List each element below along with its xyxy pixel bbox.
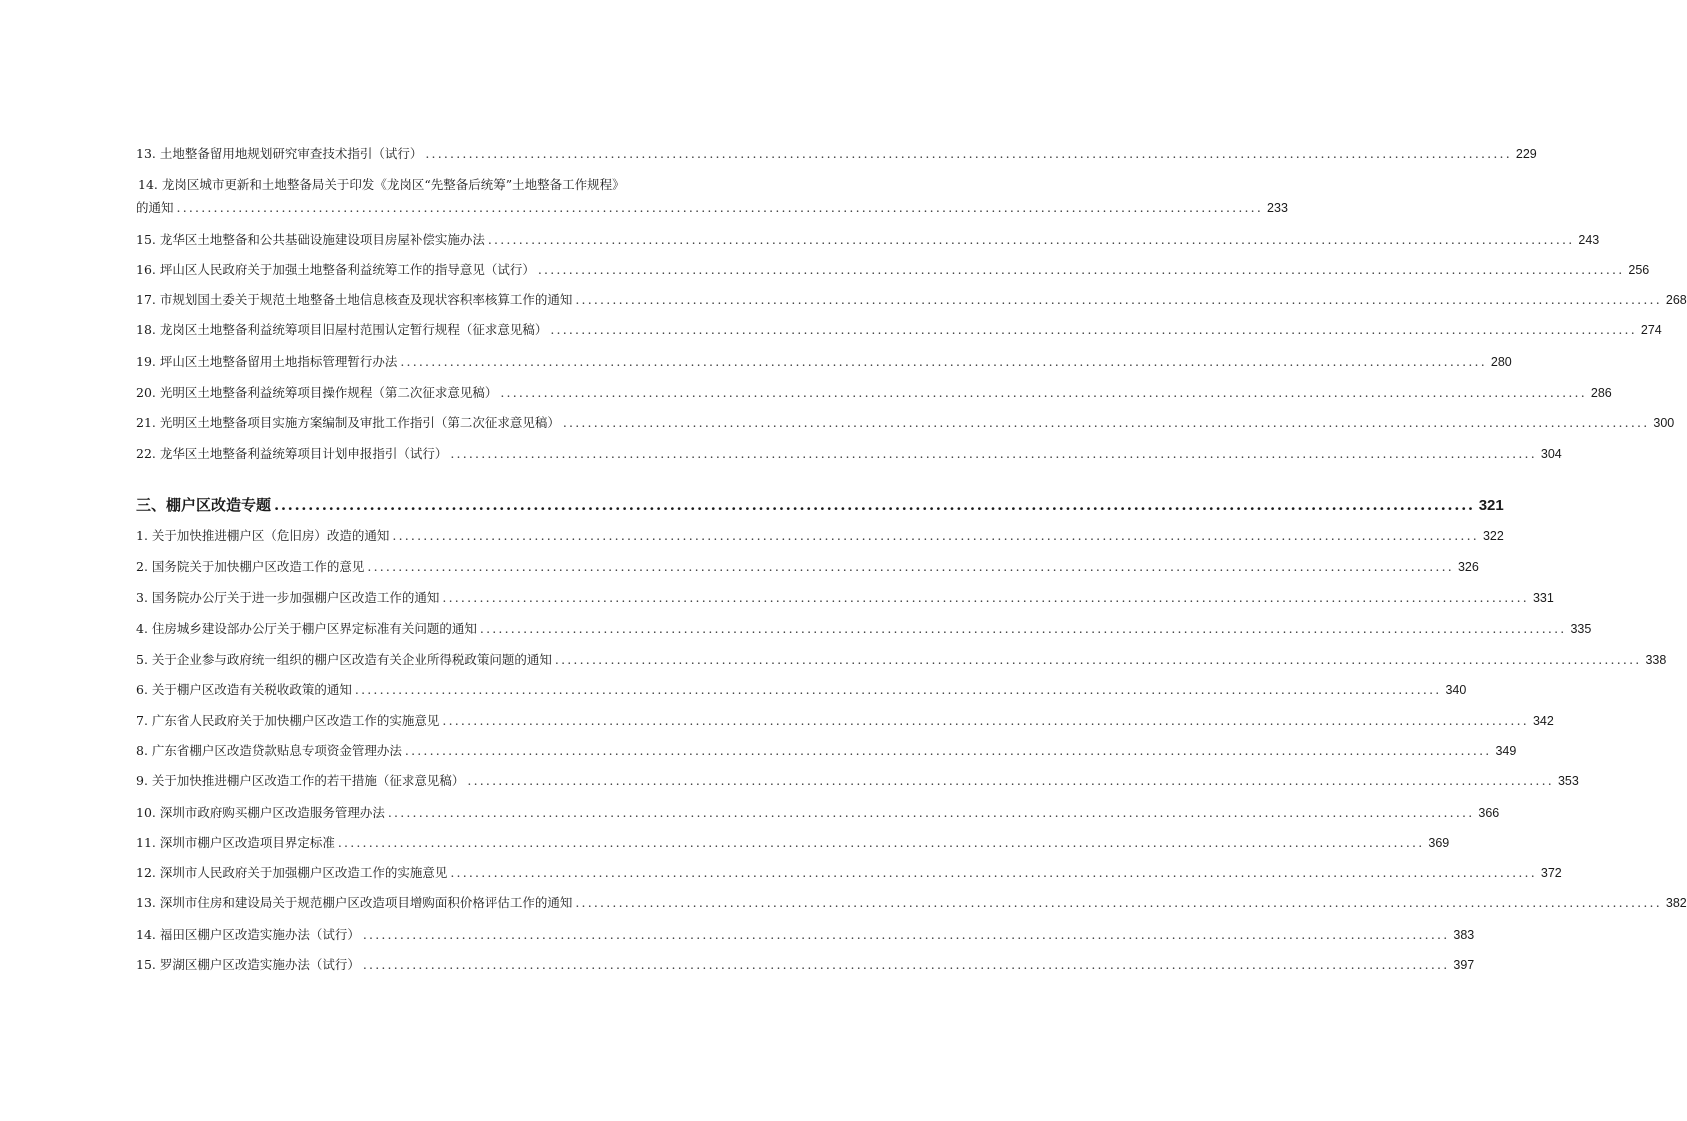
dot-leader	[563, 414, 1650, 432]
toc-entry[interactable]	[136, 712, 1554, 730]
toc-entry[interactable]	[136, 651, 1667, 669]
toc-entry[interactable]	[136, 558, 1479, 576]
toc-entry-page: 326	[1457, 560, 1479, 574]
toc-entry-page: 229	[1515, 147, 1537, 161]
dot-leader	[400, 353, 1487, 371]
toc-section-heading[interactable]	[136, 494, 1504, 517]
toc-entry-page: 233	[1267, 201, 1288, 215]
toc-entry-title: 11. 深圳市棚户区改造项目界定标准	[136, 835, 335, 850]
toc-entry[interactable]	[136, 414, 1675, 432]
toc-entry[interactable]	[136, 956, 1475, 974]
toc-entry-title: 13. 深圳市住房和建设局关于规范棚户区改造项目增购面积价格评估工作的通知	[136, 895, 573, 910]
toc-entry[interactable]	[136, 145, 1537, 163]
toc-entry-page: 243	[1578, 233, 1600, 247]
toc-entry-page: 349	[1495, 744, 1517, 758]
toc-entry[interactable]	[136, 742, 1517, 760]
dot-leader	[550, 321, 1637, 339]
toc-entry-page: 338	[1645, 653, 1667, 667]
dot-leader	[538, 261, 1625, 279]
toc-entry[interactable]	[136, 864, 1562, 882]
toc-entry-page: 304	[1540, 447, 1562, 461]
dot-leader	[338, 834, 1425, 852]
dot-leader	[274, 494, 1475, 516]
dot-leader	[367, 558, 1454, 576]
toc-entry-title: 的通知	[136, 200, 174, 215]
toc-entry[interactable]	[136, 589, 1554, 607]
dot-leader	[555, 651, 1642, 669]
toc-entry-title: 18. 龙岗区土地整备利益统筹项目旧屋村范围认定暂行规程（征求意见稿）	[136, 322, 548, 337]
toc-entry-page: 331	[1532, 591, 1554, 605]
toc-entry[interactable]	[136, 527, 1504, 545]
dot-leader	[500, 384, 1587, 402]
toc-entry-title: 2. 国务院关于加快棚户区改造工作的意见	[136, 559, 365, 574]
toc-entry-title-line1: 14. 龙岗区城市更新和土地整备局关于印发《龙岗区“先整备后统筹”土地整备工作规程》	[138, 177, 625, 192]
toc-entry-page: 342	[1532, 714, 1554, 728]
toc-entry[interactable]	[136, 681, 1467, 699]
dot-leader	[392, 527, 1479, 545]
toc-entry-title: 8. 广东省棚户区改造贷款贴息专项资金管理办法	[136, 743, 402, 758]
toc-entry-title: 13. 土地整备留用地规划研究审查技术指引（试行）	[136, 146, 423, 161]
toc-entry[interactable]	[136, 353, 1512, 371]
toc-entry-title: 3. 国务院办公厅关于进一步加强棚户区改造工作的通知	[136, 590, 440, 605]
toc-entry-page: 397	[1453, 958, 1475, 972]
toc-entry-title: 15. 龙华区土地整备和公共基础设施建设项目房屋补偿实施办法	[136, 232, 485, 247]
toc-entry-title: 16. 坪山区人民政府关于加强土地整备利益统筹工作的指导意见（试行）	[136, 262, 535, 277]
dot-leader	[442, 589, 1529, 607]
toc-entry-title: 5. 关于企业参与政府统一组织的棚户区改造有关企业所得税政策问题的通知	[136, 652, 552, 667]
dot-leader	[442, 712, 1529, 730]
toc-entry-page: 369	[1428, 836, 1450, 850]
toc-entry-page: 382	[1665, 896, 1687, 910]
dot-leader	[388, 804, 1475, 822]
toc-entry-page: 268	[1665, 293, 1687, 307]
toc-entry-title: 6. 关于棚户区改造有关税收政策的通知	[136, 682, 352, 697]
toc-entry-page: 256	[1628, 263, 1650, 277]
toc-entry-title: 21. 光明区土地整备项目实施方案编制及审批工作指引（第二次征求意见稿）	[136, 415, 560, 430]
dot-leader	[425, 145, 1512, 163]
toc-entry-title: 1. 关于加快推进棚户区（危旧房）改造的通知	[136, 528, 390, 543]
section-page: 321	[1478, 497, 1504, 514]
toc-entry[interactable]	[136, 804, 1500, 822]
dot-leader	[405, 742, 1492, 760]
toc-entry[interactable]	[136, 834, 1450, 852]
dot-leader	[450, 445, 1537, 463]
toc-entry-page: 353	[1557, 774, 1579, 788]
toc-entry[interactable]	[136, 894, 1687, 912]
toc-entry-page: 300	[1653, 416, 1675, 430]
toc-entry[interactable]	[136, 261, 1650, 279]
toc-entry-page: 322	[1482, 529, 1504, 543]
toc-entry[interactable]	[136, 445, 1562, 463]
toc-entry-title: 12. 深圳市人民政府关于加强棚户区改造工作的实施意见	[136, 865, 448, 880]
toc-entry[interactable]	[136, 176, 1288, 217]
dot-leader	[363, 956, 1450, 974]
toc-entry-title: 10. 深圳市政府购买棚户区改造服务管理办法	[136, 805, 385, 820]
toc-entry-title: 9. 关于加快推进棚户区改造工作的若干措施（征求意见稿）	[136, 773, 465, 788]
dot-leader	[467, 772, 1554, 790]
toc-entry-title: 14. 福田区棚户区改造实施办法（试行）	[136, 927, 360, 942]
toc-entry-title: 22. 龙华区土地整备利益统筹项目计划申报指引（试行）	[136, 446, 448, 461]
dot-leader	[575, 291, 1662, 309]
dot-leader	[177, 199, 1264, 217]
toc-entry[interactable]	[136, 772, 1579, 790]
toc-entry-page: 280	[1490, 355, 1512, 369]
toc-entry[interactable]	[136, 231, 1600, 249]
section-title: 三、棚户区改造专题	[136, 496, 272, 514]
toc-entry-title: 20. 光明区土地整备利益统筹项目操作规程（第二次征求意见稿）	[136, 385, 498, 400]
toc-entry[interactable]	[136, 321, 1662, 339]
toc-entry-title: 19. 坪山区土地整备留用土地指标管理暂行办法	[136, 354, 398, 369]
dot-leader	[488, 231, 1575, 249]
toc-entry-title: 17. 市规划国土委关于规范土地整备土地信息核查及现状容积率核算工作的通知	[136, 292, 573, 307]
dot-leader	[355, 681, 1442, 699]
toc-entry[interactable]	[136, 291, 1687, 309]
toc-entry-page: 286	[1590, 386, 1612, 400]
toc-entry-page: 383	[1453, 928, 1475, 942]
toc-entry[interactable]	[136, 926, 1475, 944]
toc-entry-page: 340	[1445, 683, 1467, 697]
toc-entry[interactable]	[136, 384, 1612, 402]
toc-entry-title: 7. 广东省人民政府关于加快棚户区改造工作的实施意见	[136, 713, 440, 728]
dot-leader	[575, 894, 1662, 912]
toc-entry-page: 274	[1640, 323, 1662, 337]
toc-entry-title: 4. 住房城乡建设部办公厅关于棚户区界定标准有关问题的通知	[136, 621, 477, 636]
toc-entry-page: 372	[1540, 866, 1562, 880]
dot-leader	[450, 864, 1537, 882]
toc-entry[interactable]	[136, 620, 1592, 638]
toc-entry-page: 335	[1570, 622, 1592, 636]
toc-entry-page: 366	[1478, 806, 1500, 820]
dot-leader	[363, 926, 1450, 944]
toc-entry-title: 15. 罗湖区棚户区改造实施办法（试行）	[136, 957, 360, 972]
dot-leader	[480, 620, 1567, 638]
